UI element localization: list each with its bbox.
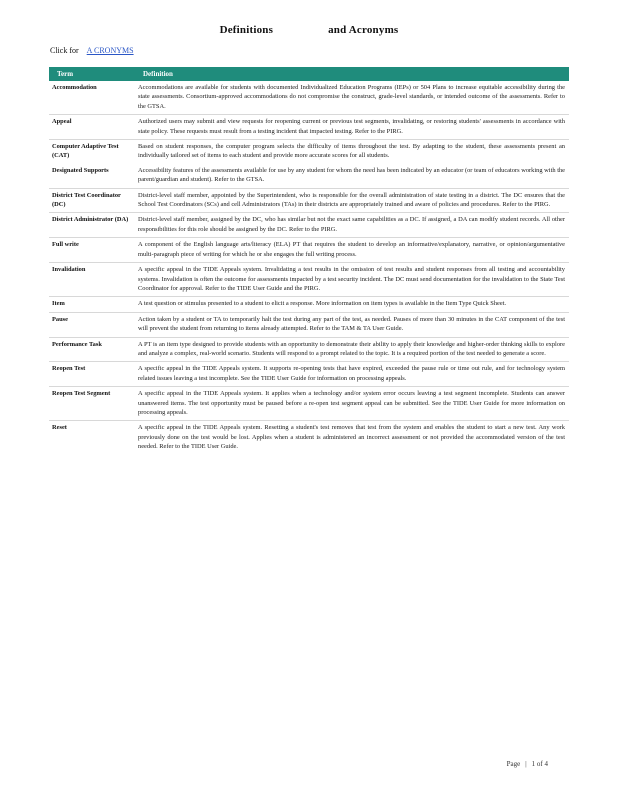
table-row	[49, 263, 569, 297]
acronyms-link[interactable]: A CRONYMS	[86, 46, 134, 55]
document-title	[0, 24, 618, 36]
page-number: 1 of 4	[531, 760, 548, 768]
table-row	[49, 362, 569, 387]
term-cell: Reopen Test Segment	[49, 387, 135, 421]
definition-cell: Accessibility features of the assessments available for use by any student for whom the need has been indicated by an educator (or team of educators working with the parent/guardian and student). Refer to the GTSA.	[138, 166, 565, 184]
column-header-term: Term	[49, 67, 135, 81]
table-row	[49, 81, 569, 115]
definition-cell: A PT is an item type designed to provide students with an opportunity to demonstrate their ability to apply their knowledge and higher-order thinking skills to explore and analyze a complex, real-world scenario. Students will respond to a prompt related to the topic. It is a required portion of the test needed to generate a score.	[135, 337, 569, 362]
table-row	[49, 421, 569, 455]
definition-cell: Action taken by a student or TA to temporarily halt the test during any part of the test, as needed. Pauses of more than 30 minutes in the CAT component of the test will prevent the student from returning to items already attempted. Refer to the TAM & TA User Guide.	[135, 312, 569, 337]
term-cell: District Administrator (DA)	[49, 213, 135, 238]
table-row	[49, 337, 569, 362]
term-cell: Performance Task	[49, 337, 135, 362]
column-header-definition: Definition	[135, 67, 569, 81]
definition-cell: District-level staff member, assigned by the DC, who has similar but not the exact same capabilities as a DC. If assigned, a DA can modify student records. All other responsibilities for this role should be assigned by the DC. Refer to the PIRG.	[135, 213, 569, 238]
definitions-table	[49, 67, 569, 455]
term-cell: Accommodation	[52, 84, 97, 91]
definition-cell: A specific appeal in the TIDE Appeals system. It applies when a technology and/or system error occurs leaving a test segment incomplete. Students can answer unanswered items. The test opportunity must be paused before a re-open test segment appeal can be submitted. See the TIDE User Guide for more information on processing appeals.	[135, 387, 569, 421]
term-cell: Reopen Test	[49, 362, 135, 387]
page-divider: |	[525, 760, 527, 768]
term-cell: Full write	[49, 238, 135, 263]
table-header-row	[49, 67, 569, 81]
table-row	[49, 115, 569, 140]
definition-cell: Authorized users may submit and view requests for reopening current or previous test segments, invalidating, or restoring students' assessments in accordance with state policy. These requests must result from a testing incident that impacted testing. Refer to the PIRG.	[135, 115, 569, 140]
click-label: Click for	[50, 46, 79, 55]
table-row	[49, 164, 569, 188]
table-row	[49, 238, 569, 263]
table-row	[49, 213, 569, 238]
title-part-2: and Acronyms	[328, 24, 399, 36]
table-row	[49, 140, 569, 164]
definition-cell: Accommodations are available for students with documented Individualized Education Programs (IEPs) or 504 Plans to increase equitable accessibility during the state assessments. Consortium-approved accommodations do not compromise the construct, grade-level standards, or intended outcome of the assessments. Refer to the GTSA.	[138, 84, 565, 110]
term-cell: Invalidation	[49, 263, 135, 297]
table-row	[49, 387, 569, 421]
definition-cell: Based on student responses, the computer program selects the difficulty of items throughout the test. By adapting to the student, these assessments present an individually tailored set of items to each student and provide more accurate scores for all students.	[135, 140, 569, 164]
definition-cell: A specific appeal in the TIDE Appeals system. Invalidating a test results in the omission of test results and student responses from all testing and accountability systems. Invalidation is often the outcome for assessments impacted by a test security incident. The DC must send documentation for the invalidation to the State Test Coordinator for approval. Refer to the TIDE User Guide and the PIRG.	[135, 263, 569, 297]
term-cell: Computer Adaptive Test (CAT)	[49, 140, 135, 164]
table-row	[49, 297, 569, 312]
term-cell: Item	[49, 297, 135, 312]
table-row	[49, 312, 569, 337]
term-cell: Pause	[49, 312, 135, 337]
acronyms-line	[50, 46, 134, 55]
term-cell: Designated Supports	[52, 166, 109, 174]
term-cell: Reset	[49, 421, 135, 455]
definition-cell: A test question or stimulus presented to a student to elicit a response. More information on item types is available in the Item Type Quick Sheet.	[135, 297, 569, 312]
page-footer	[507, 760, 548, 768]
definition-cell: A specific appeal in the TIDE Appeals system. Resetting a student's test removes that test from the system and enables the student to start a new test. Any work previously done on the test would be lost. Applies when a student is administered an incorrect assessment or not provided the accommodated version of the test needed. Refer to the TIDE User Guide.	[135, 421, 569, 455]
term-cell: District Test Coordinator (DC)	[49, 188, 135, 213]
page-label: Page	[506, 760, 521, 768]
definition-cell: A specific appeal in the TIDE Appeals system. It supports re-opening tests that have expired, exceeded the pause rule or time out rule, and for technology system related issues leaving a test incomplete. See the TIDE User Guide for information on processing appeals.	[135, 362, 569, 387]
definition-cell: District-level staff member, appointed by the Superintendent, who is responsible for the overall administration of state testing in a district. The DC ensures that the School Test Coordinators (SCs) and cell Administrators (TAs) in their districts are appropriately trained and aware of policies and procedures. Refer to the PIRG.	[135, 188, 569, 213]
term-cell: Appeal	[49, 115, 135, 140]
title-part-1: Definitions	[219, 24, 274, 36]
table-row	[49, 188, 569, 213]
definition-cell: A component of the English language arts/literacy (ELA) PT that requires the student to develop an informative/explanatory, narrative, or opinion/argumentative multi-paragraph piece of writing for which he or she engages the full writing process.	[135, 238, 569, 263]
